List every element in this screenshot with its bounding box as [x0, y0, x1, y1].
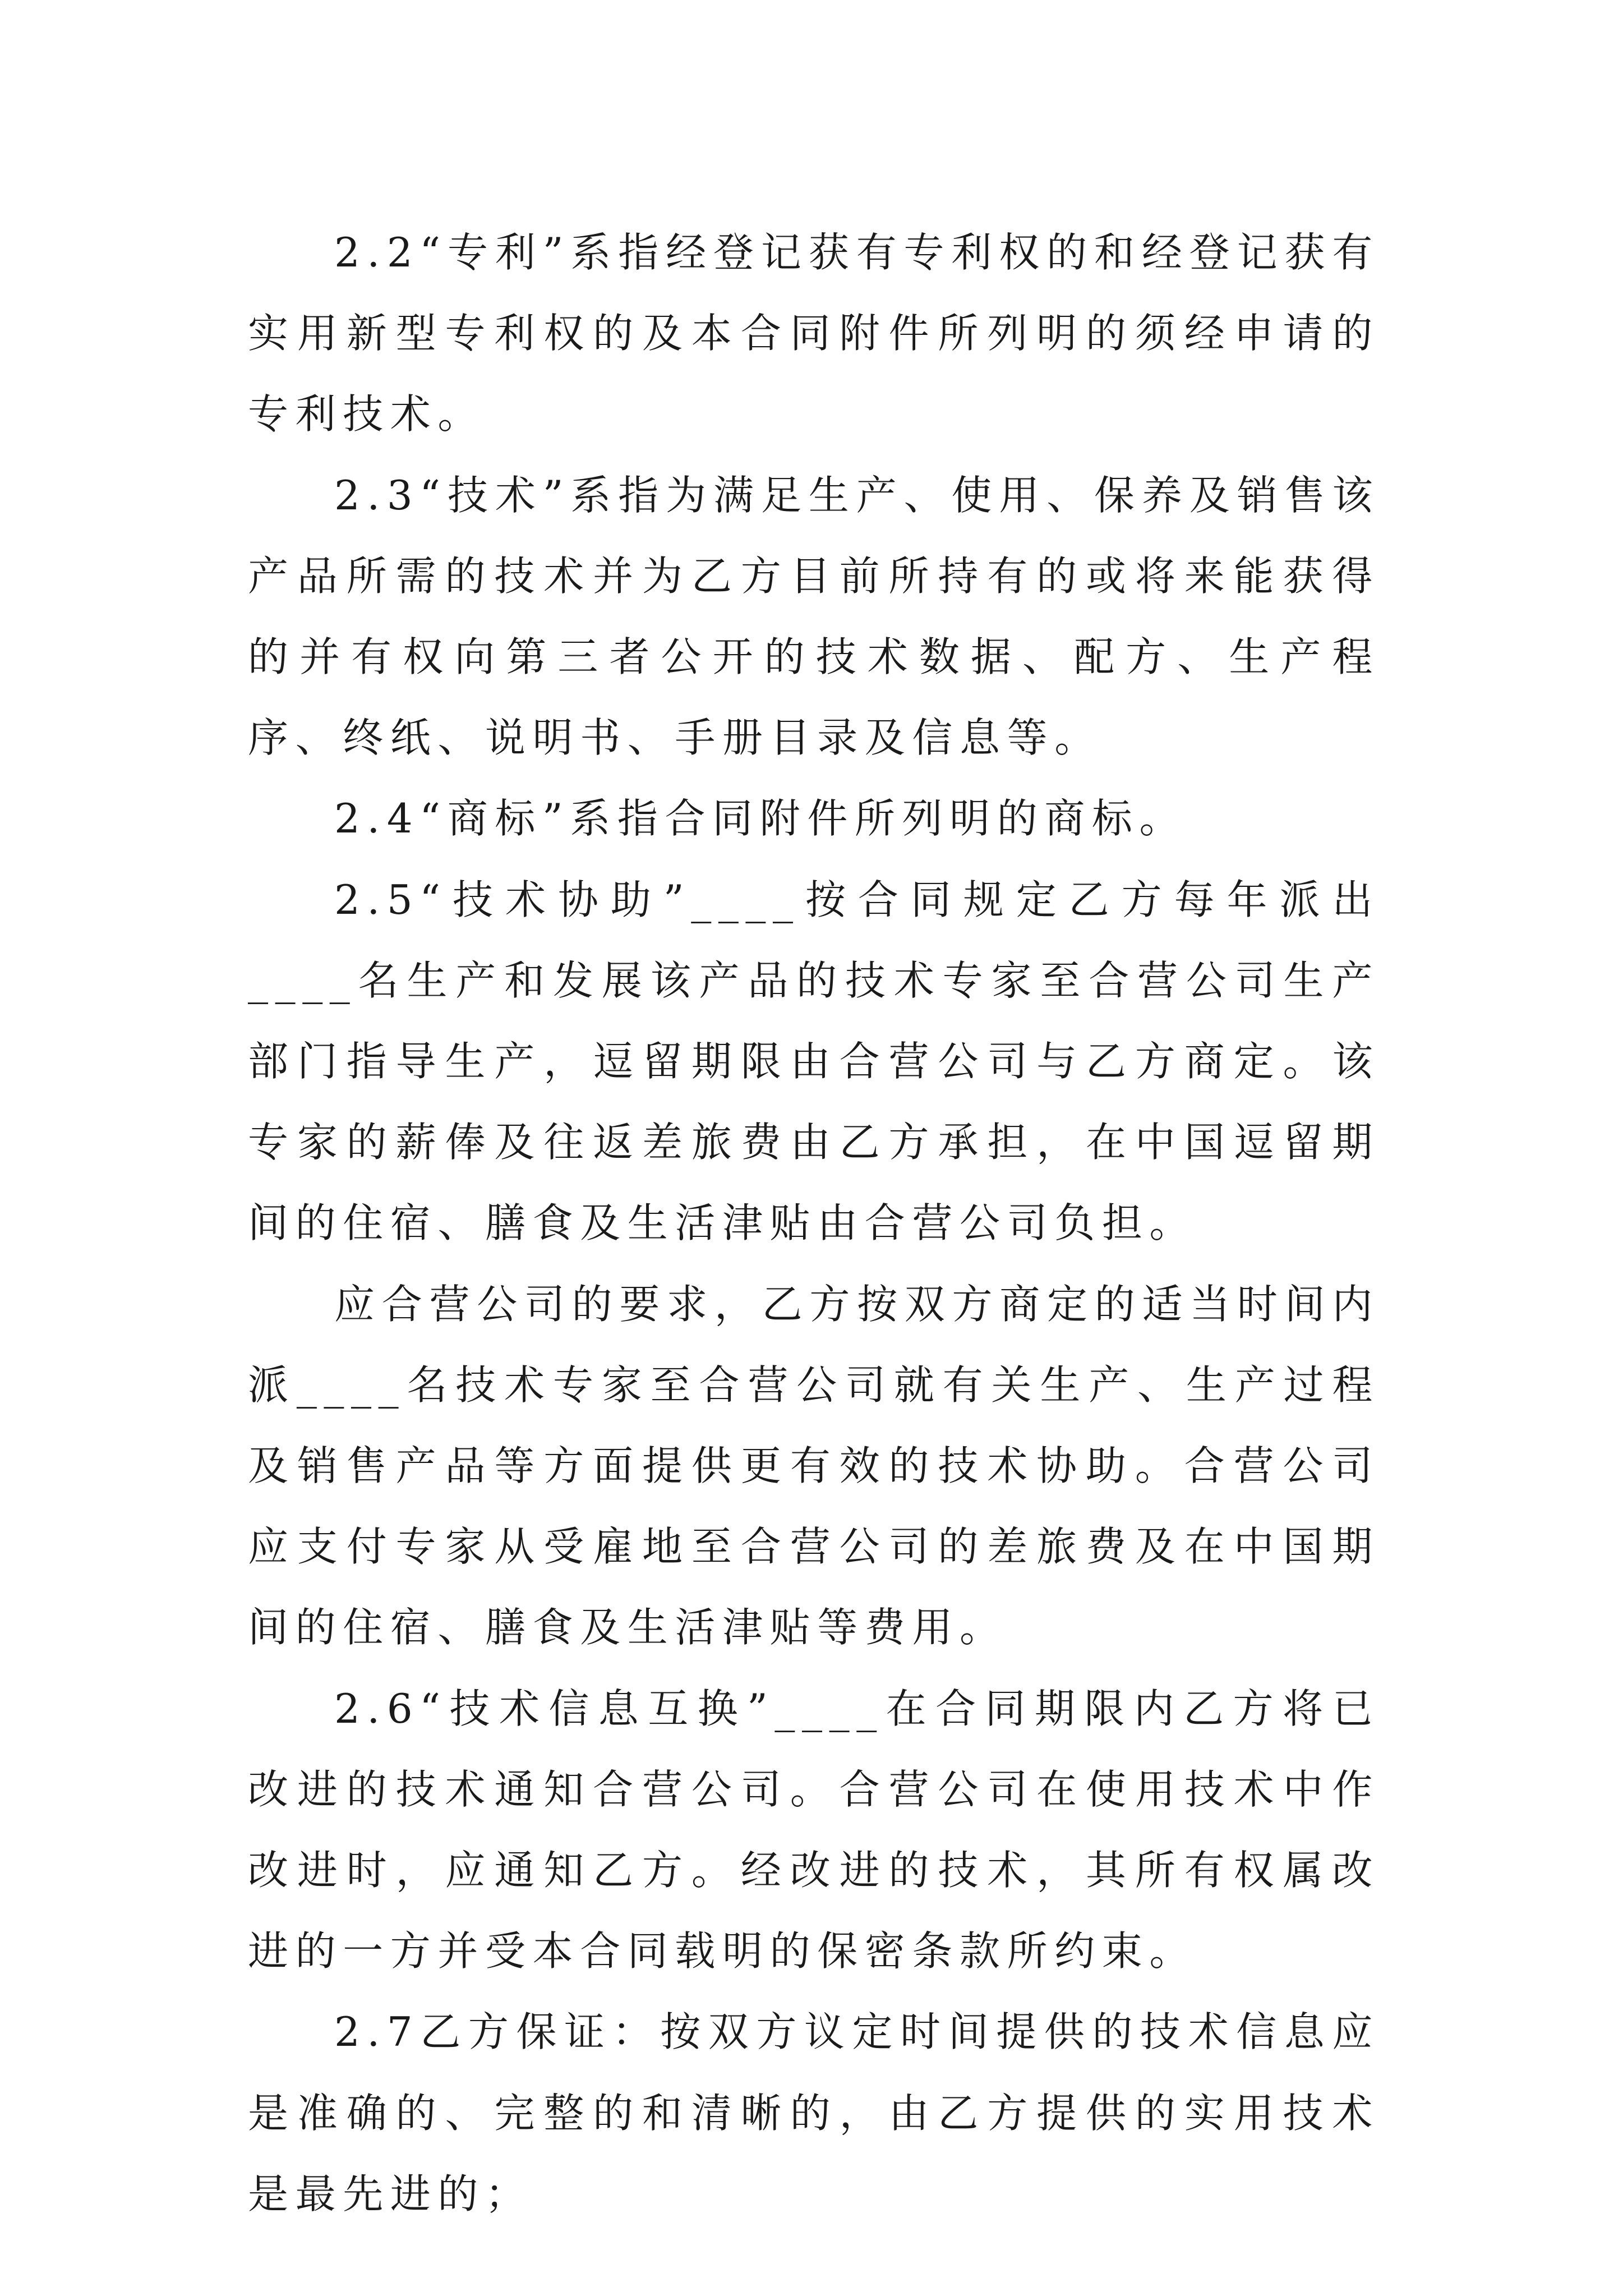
document-body: [248, 212, 1380, 2234]
clause-2-5-continuation-paragraph: 应合营公司的要求，乙方按双方商定的适当时间内派____名技术专家至合营公司就有关生产、生产过程及销售产品等方面提供更有效的技术协助。合营公司应支付专家从受雇地至合营公司的差旅费及在中国期间的住宿、膳食及生活津贴等费用。: [248, 1280, 1380, 1651]
clause-2-3-paragraph: 2.3“技术”系指为满足生产、使用、保养及销售该产品所需的技术并为乙方目前所持有的或将来能获得的并有权向第三者公开的技术数据、配方、生产程序、终纸、说明书、手册目录及信息等。: [248, 471, 1380, 762]
clause-2-4-paragraph: 2.4“商标”系指合同附件所列明的商标。: [334, 795, 1187, 843]
clause-2-2-paragraph: 2.2“专利”系指经登记获有专利权的和经登记获有实用新型专利权的及本合同附件所列明的须经申请的专利技术。: [248, 229, 1380, 438]
clause-2-6-paragraph: 2.6“技术信息互换”____在合同期限内乙方将已改进的技术通知合营公司。合营公司在使用技术中作改进时，应通知乙方。经改进的技术，其所有权属改进的一方并受本合同载明的保密条款所约束。: [248, 1685, 1380, 1975]
clause-2-5-paragraph: 2.5“技术协助”____按合同规定乙方每年派出____名生产和发展该产品的技术专家至合营公司生产部门指导生产，逗留期限由合营公司与乙方商定。该专家的薪俸及往返差旅费由乙方承担，在中国逗留期间的住宿、膳食及生活津贴由合营公司负担。: [248, 876, 1380, 1247]
clause-2-7-paragraph: 2.7乙方保证：按双方议定时间提供的技术信息应是准确的、完整的和清晰的，由乙方提供的实用技术是最先进的；: [248, 2008, 1380, 2217]
